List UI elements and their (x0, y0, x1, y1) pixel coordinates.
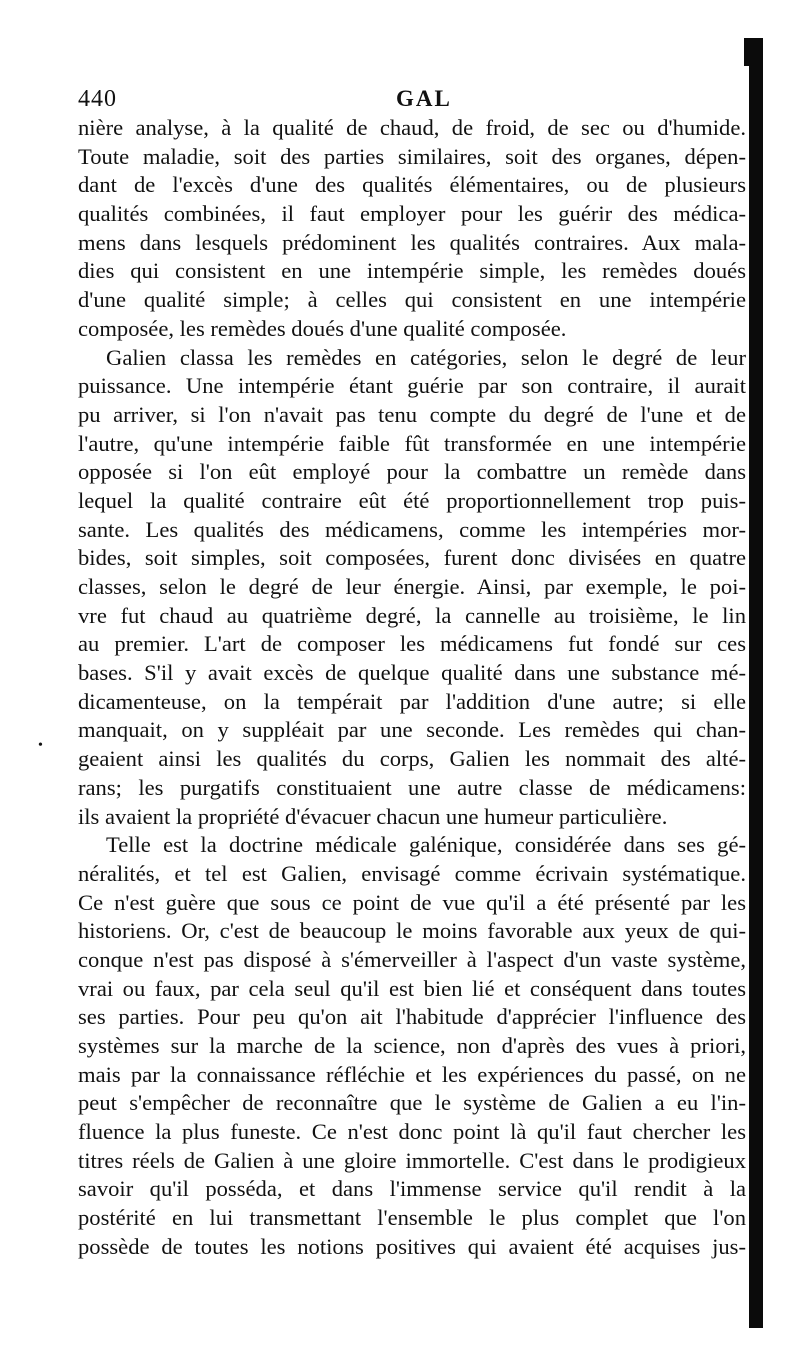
text-line: titres réels de Galien à une gloire immortelle. C'est dans le prodigieux (78, 1147, 746, 1173)
text-line: historiens. Or, c'est de beaucoup le moins favorable aux yeux de qui- (78, 918, 746, 944)
text-line: ses parties. Pour peu qu'on ait l'habitude d'apprécier l'influence des (78, 1004, 746, 1030)
text-line: dicamenteuse, on la tempérait par l'addition d'une autre; si elle (78, 688, 746, 714)
text-line: lequel la qualité contraire eût été proportionnellement trop puis- (78, 487, 746, 513)
text-line: bases. S'il y avait excès de quelque qualité dans une substance mé- (78, 660, 746, 686)
running-head: GAL (396, 86, 452, 111)
text-line: puissance. Une intempérie étant guérie par son contraire, il aurait (78, 373, 746, 399)
text-line: mais par la connaissance réfléchie et les expériences du passé, on ne (78, 1061, 746, 1087)
text-line: ils avaient la propriété d'évacuer chacun une humeur particulière. (78, 803, 668, 829)
text-line: vrai ou faux, par cela seul qu'il est bien lié et conséquent dans toutes (78, 975, 746, 1001)
text-line: systèmes sur la marche de la science, non d'après des vues à priori, (78, 1033, 746, 1058)
text-line: qualités combinées, il faut employer pour les guérir des médica- (78, 201, 746, 227)
text-line: vre fut chaud au quatrième degré, la cannelle au troisième, le lin (78, 602, 746, 628)
text-line: nière analyse, à la qualité de chaud, de froid, de sec ou d'humide. (78, 115, 746, 140)
text-line: néralités, et tel est Galien, envisagé comme écrivain systématique. (78, 860, 746, 886)
text-line: d'une qualité simple; à celles qui consistent en une intempérie (78, 287, 746, 313)
text-line: conque n'est pas disposé à s'émerveiller à l'aspect d'un vaste système, (78, 946, 746, 972)
text-line: pu arriver, si l'on n'avait pas tenu compte du degré de l'une et de (78, 401, 746, 427)
body-text (78, 114, 746, 1262)
text-line: classes, selon le degré de leur énergie. Ainsi, par exemple, le poi- (78, 574, 746, 599)
binding-edge-shadow (749, 38, 763, 1328)
text-line: savoir qu'il posséda, et dans l'immense service qu'il rendit à la (78, 1176, 746, 1202)
text-line: l'autre, qu'une intempérie faible fût transformée en une intempérie (78, 430, 746, 456)
text-line: manquait, on y suppléait par une seconde. Les remèdes qui chan- (78, 717, 746, 743)
text-line: possède de toutes les notions positives qui avaient été acquises jus- (78, 1233, 746, 1259)
text-line: Ce n'est guère que sous ce point de vue qu'il a été présenté par les (78, 889, 746, 915)
text-line: peut s'empêcher de reconnaître que le système de Galien a eu l'in- (78, 1090, 746, 1116)
text-line: sante. Les qualités des médicamens, comme les intempéries mor- (78, 516, 746, 542)
text-line: rans; les purgatifs constituaient une autre classe de médicamens: (78, 774, 746, 800)
text-line: bides, soit simples, soit composées, furent donc divisées en quatre (78, 545, 746, 571)
text-line: Toute maladie, soit des parties similaires, soit des organes, dépen- (78, 143, 746, 169)
page-number: 440 (78, 86, 117, 112)
text-line: mens dans lesquels prédominent les qualités contraires. Aux mala- (78, 229, 746, 255)
text-line: dies qui consistent en une intempérie simple, les remèdes doués (78, 258, 746, 284)
text-line: dant de l'excès d'une des qualités élémentaires, ou de plusieurs (78, 172, 746, 198)
text-line: postérité en lui transmettant l'ensemble le plus complet que l'on (78, 1205, 746, 1231)
margin-mark: • (38, 738, 43, 753)
text-line: geaient ainsi les qualités du corps, Galien les nommait des alté- (78, 746, 746, 772)
text-line: au premier. L'art de composer les médicamens fut fondé sur ces (78, 631, 746, 657)
text-line: Galien classa les remèdes en catégories, selon le degré de leur (106, 344, 746, 370)
text-line: opposée si l'on eût employé pour la combattre un remède dans (78, 459, 746, 485)
text-line: composée, les remèdes doués d'une qualité composée. (78, 315, 567, 341)
text-line: Telle est la doctrine médicale galénique, considérée dans ses gé- (106, 832, 746, 858)
text-line: fluence la plus funeste. Ce n'est donc point là qu'il faut chercher les (78, 1119, 746, 1145)
